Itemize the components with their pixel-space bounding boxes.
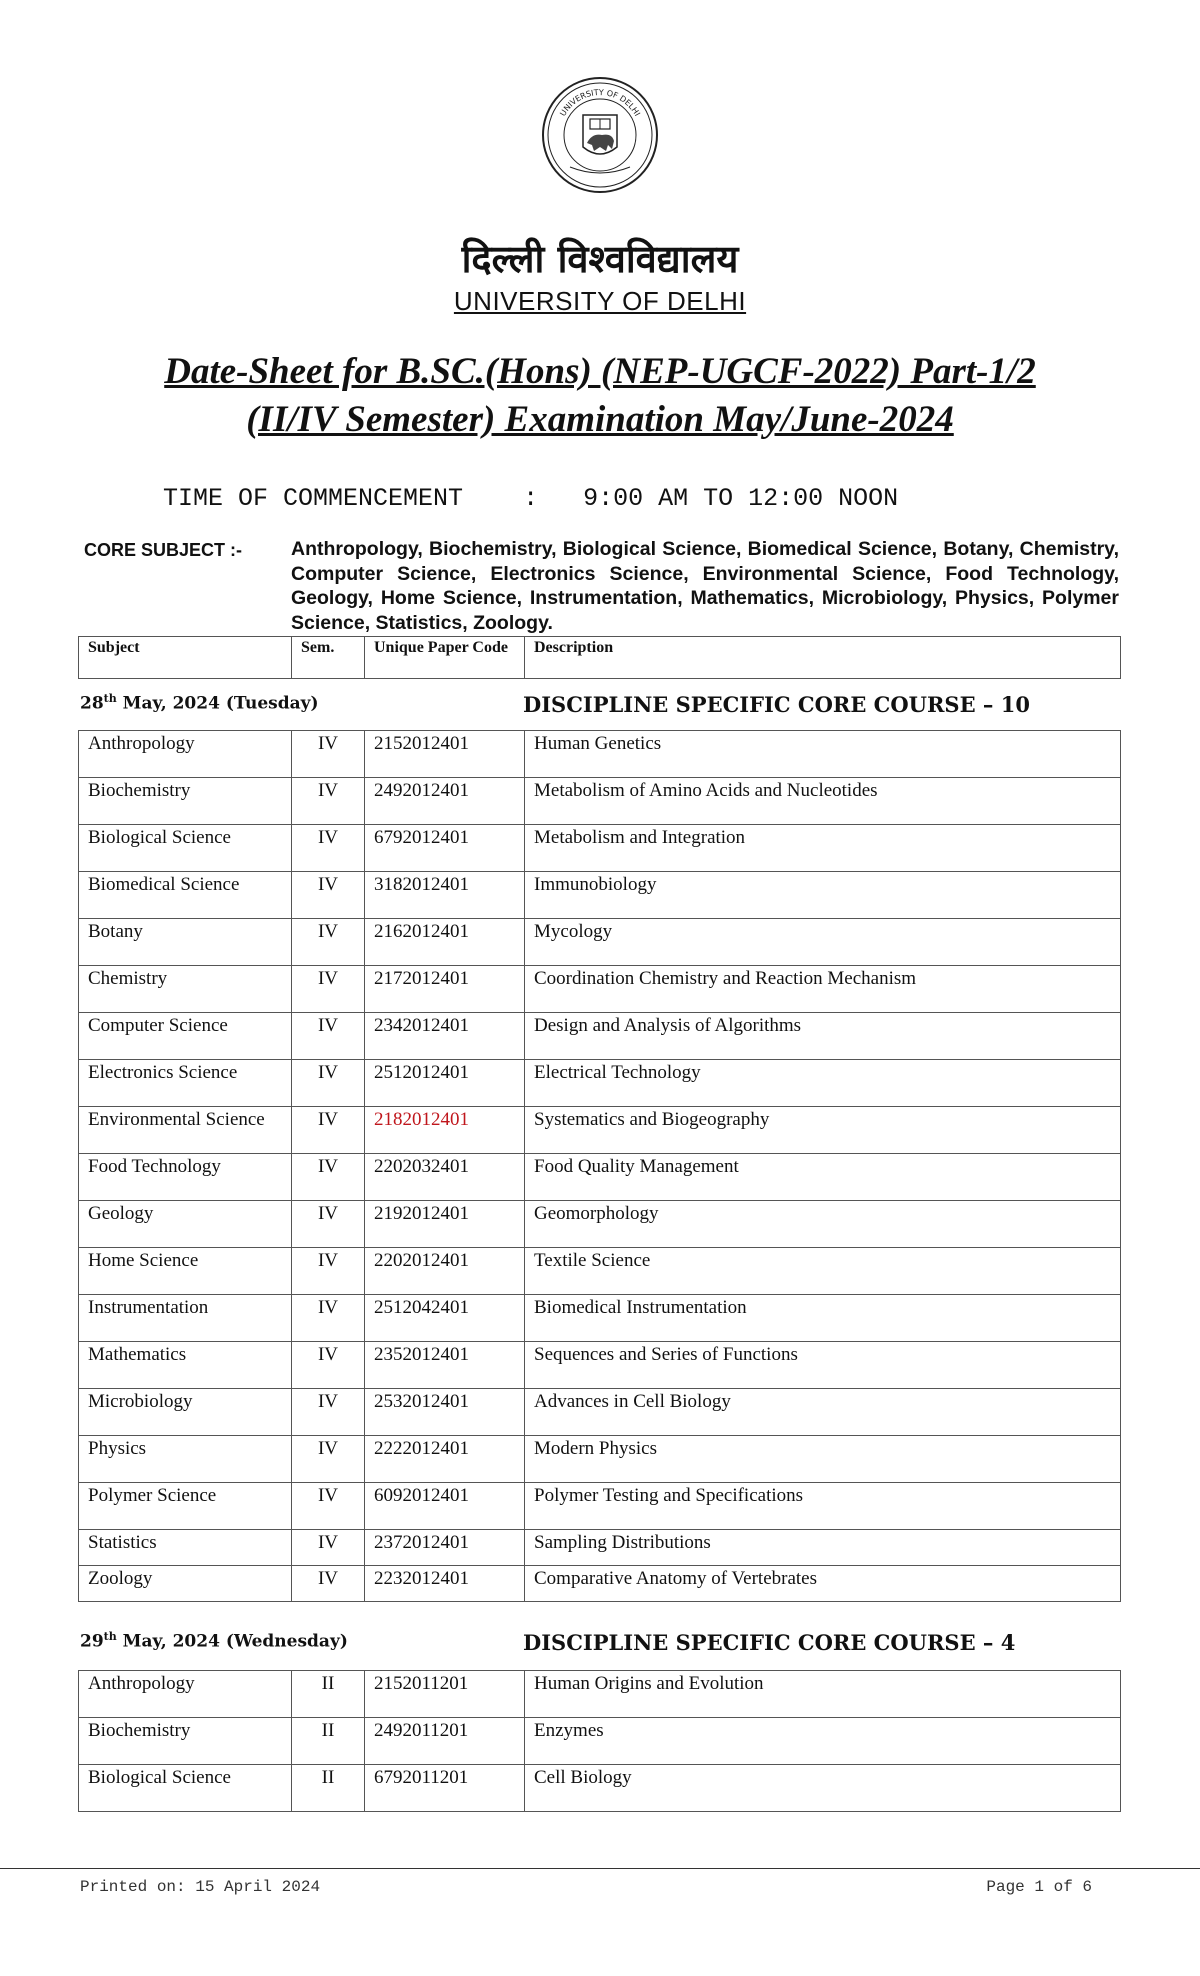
cell-description: Polymer Testing and Specifications xyxy=(525,1483,1121,1530)
table-row xyxy=(79,1389,1121,1436)
cell-sem: IV xyxy=(292,1530,365,1566)
cell-description: Biomedical Instrumentation xyxy=(525,1295,1121,1342)
time-value: 9:00 AM TO 12:00 NOON xyxy=(583,484,899,513)
page-number: Page 1 of 6 xyxy=(986,1878,1092,1896)
table-row xyxy=(79,872,1121,919)
date-suffix: th xyxy=(103,692,117,705)
cell-description: Geomorphology xyxy=(525,1201,1121,1248)
cell-description: Comparative Anatomy of Vertebrates xyxy=(525,1566,1121,1602)
cell-subject: Biomedical Science xyxy=(79,872,292,919)
cell-subject: Botany xyxy=(79,919,292,966)
cell-description: Food Quality Management xyxy=(525,1154,1121,1201)
cell-description: Modern Physics xyxy=(525,1436,1121,1483)
cell-sem: IV xyxy=(292,1295,365,1342)
exam-date-1 xyxy=(80,692,319,714)
cell-description: Coordination Chemistry and Reaction Mechanism xyxy=(525,966,1121,1013)
table-row xyxy=(79,1718,1121,1765)
table-row xyxy=(79,1530,1121,1566)
cell-paper-code: 2172012401 xyxy=(365,966,525,1013)
cell-description: Electrical Technology xyxy=(525,1060,1121,1107)
table-row xyxy=(79,1107,1121,1154)
course-title-1: DISCIPLINE SPECIFIC CORE COURSE – 10 xyxy=(523,692,1030,717)
cell-sem: IV xyxy=(292,1436,365,1483)
table-row xyxy=(79,1483,1121,1530)
cell-paper-code: 2162012401 xyxy=(365,919,525,966)
cell-subject: Physics xyxy=(79,1436,292,1483)
col-header-description: Description xyxy=(525,637,1121,679)
cell-subject: Zoology xyxy=(79,1566,292,1602)
core-subject-label: CORE SUBJECT :- xyxy=(84,540,243,560)
hindi-university-title: दिल्ली विश्वविद्यालय xyxy=(461,237,739,281)
cell-subject: Biological Science xyxy=(79,825,292,872)
cell-subject: Geology xyxy=(79,1201,292,1248)
exam-date-2 xyxy=(80,1630,348,1652)
time-separator: : xyxy=(523,484,539,513)
cell-subject: Computer Science xyxy=(79,1013,292,1060)
time-of-commencement xyxy=(163,484,898,513)
cell-paper-code: 6792011201 xyxy=(365,1765,525,1812)
university-seal-logo xyxy=(540,75,660,195)
cell-subject: Biochemistry xyxy=(79,1718,292,1765)
table-row xyxy=(79,919,1121,966)
cell-paper-code: 2222012401 xyxy=(365,1436,525,1483)
cell-sem: II xyxy=(292,1765,365,1812)
cell-description: Cell Biology xyxy=(525,1765,1121,1812)
cell-subject: Biochemistry xyxy=(79,778,292,825)
cell-description: Immunobiology xyxy=(525,872,1121,919)
datesheet-heading-line2: (II/IV Semester) Examination May/June-2024 xyxy=(246,399,954,440)
cell-subject: Environmental Science xyxy=(79,1107,292,1154)
cell-paper-code: 2202012401 xyxy=(365,1248,525,1295)
cell-description: Advances in Cell Biology xyxy=(525,1389,1121,1436)
time-label: TIME OF COMMENCEMENT xyxy=(163,484,464,513)
core-subject-list: Anthropology, Biochemistry, Biological Science, Biomedical Science, Botany, Chemistry, Computer Science, Electronics Science, Environmental Science, Food Technology, Geology, Home Science, Instrumentation, Mathematics, Microbiology, Physics, Polymer Science, Statistics, Zoology. xyxy=(291,538,1119,634)
cell-sem: IV xyxy=(292,1248,365,1295)
cell-paper-code: 2512012401 xyxy=(365,1060,525,1107)
course-title-2: DISCIPLINE SPECIFIC CORE COURSE – 4 xyxy=(523,1630,1016,1655)
cell-paper-code: 2182012401 xyxy=(365,1107,525,1154)
cell-description: Mycology xyxy=(525,919,1121,966)
datesheet-heading-line1: Date-Sheet for B.SC.(Hons) (NEP-UGCF-2022) Part-1/2 xyxy=(164,351,1036,392)
cell-paper-code: 2492011201 xyxy=(365,1718,525,1765)
cell-paper-code: 2202032401 xyxy=(365,1154,525,1201)
exam-table-2 xyxy=(78,1670,1121,1812)
table-row xyxy=(79,1154,1121,1201)
cell-sem: IV xyxy=(292,1013,365,1060)
cell-description: Metabolism and Integration xyxy=(525,825,1121,872)
table-row xyxy=(79,966,1121,1013)
date-day: 28 xyxy=(80,693,104,714)
cell-description: Enzymes xyxy=(525,1718,1121,1765)
table-row xyxy=(79,731,1121,778)
table-row xyxy=(79,778,1121,825)
cell-subject: Statistics xyxy=(79,1530,292,1566)
date-rest: May, 2024 (Wednesday) xyxy=(116,1631,348,1652)
cell-sem: IV xyxy=(292,1389,365,1436)
cell-paper-code: 2152011201 xyxy=(365,1671,525,1718)
cell-paper-code: 2492012401 xyxy=(365,778,525,825)
table-row xyxy=(79,1013,1121,1060)
cell-sem: IV xyxy=(292,731,365,778)
table-row xyxy=(79,825,1121,872)
cell-description: Textile Science xyxy=(525,1248,1121,1295)
cell-sem: IV xyxy=(292,1107,365,1154)
cell-paper-code: 2232012401 xyxy=(365,1566,525,1602)
cell-sem: IV xyxy=(292,1154,365,1201)
cell-description: Sequences and Series of Functions xyxy=(525,1342,1121,1389)
cell-sem: II xyxy=(292,1718,365,1765)
cell-paper-code: 2352012401 xyxy=(365,1342,525,1389)
cell-subject: Electronics Science xyxy=(79,1060,292,1107)
cell-subject: Polymer Science xyxy=(79,1483,292,1530)
cell-subject: Microbiology xyxy=(79,1389,292,1436)
table-row xyxy=(79,1342,1121,1389)
table-row xyxy=(79,1201,1121,1248)
cell-description: Sampling Distributions xyxy=(525,1530,1121,1566)
cell-description: Human Genetics xyxy=(525,731,1121,778)
col-header-code: Unique Paper Code xyxy=(365,637,525,679)
cell-sem: II xyxy=(292,1671,365,1718)
date-rest: May, 2024 (Tuesday) xyxy=(116,693,319,714)
cell-subject: Food Technology xyxy=(79,1154,292,1201)
table-row xyxy=(79,1436,1121,1483)
cell-description: Design and Analysis of Algorithms xyxy=(525,1013,1121,1060)
cell-paper-code: 2372012401 xyxy=(365,1530,525,1566)
cell-paper-code: 6092012401 xyxy=(365,1483,525,1530)
column-header-table xyxy=(78,636,1121,679)
cell-subject: Anthropology xyxy=(79,1671,292,1718)
table-row xyxy=(79,1671,1121,1718)
cell-sem: IV xyxy=(292,1060,365,1107)
printed-date: Printed on: 15 April 2024 xyxy=(80,1878,321,1896)
cell-sem: IV xyxy=(292,778,365,825)
seal-text-path: UNIVERSITY OF DELHI xyxy=(558,87,642,118)
english-university-title: UNIVERSITY OF DELHI xyxy=(453,286,747,316)
cell-description: Systematics and Biogeography xyxy=(525,1107,1121,1154)
table-row xyxy=(79,1765,1121,1812)
col-header-subject: Subject xyxy=(79,637,292,679)
date-suffix: th xyxy=(103,1630,117,1643)
cell-subject: Chemistry xyxy=(79,966,292,1013)
cell-subject: Anthropology xyxy=(79,731,292,778)
cell-description: Metabolism of Amino Acids and Nucleotides xyxy=(525,778,1121,825)
date-day: 29 xyxy=(80,1631,104,1652)
cell-subject: Instrumentation xyxy=(79,1295,292,1342)
cell-sem: IV xyxy=(292,1201,365,1248)
cell-paper-code: 3182012401 xyxy=(365,872,525,919)
cell-sem: IV xyxy=(292,1566,365,1602)
table-row xyxy=(79,1295,1121,1342)
cell-sem: IV xyxy=(292,966,365,1013)
cell-sem: IV xyxy=(292,1342,365,1389)
cell-sem: IV xyxy=(292,1483,365,1530)
cell-description: Human Origins and Evolution xyxy=(525,1671,1121,1718)
cell-subject: Home Science xyxy=(79,1248,292,1295)
footer-divider xyxy=(0,1868,1200,1869)
cell-paper-code: 2192012401 xyxy=(365,1201,525,1248)
table-row xyxy=(79,1060,1121,1107)
cell-sem: IV xyxy=(292,872,365,919)
table-row xyxy=(79,1248,1121,1295)
table-row xyxy=(79,1566,1121,1602)
cell-sem: IV xyxy=(292,825,365,872)
cell-paper-code: 6792012401 xyxy=(365,825,525,872)
cell-subject: Biological Science xyxy=(79,1765,292,1812)
cell-paper-code: 2532012401 xyxy=(365,1389,525,1436)
cell-paper-code: 2152012401 xyxy=(365,731,525,778)
cell-subject: Mathematics xyxy=(79,1342,292,1389)
exam-table-1 xyxy=(78,730,1121,1602)
cell-paper-code: 2342012401 xyxy=(365,1013,525,1060)
col-header-sem: Sem. xyxy=(292,637,365,679)
cell-paper-code: 2512042401 xyxy=(365,1295,525,1342)
cell-sem: IV xyxy=(292,919,365,966)
